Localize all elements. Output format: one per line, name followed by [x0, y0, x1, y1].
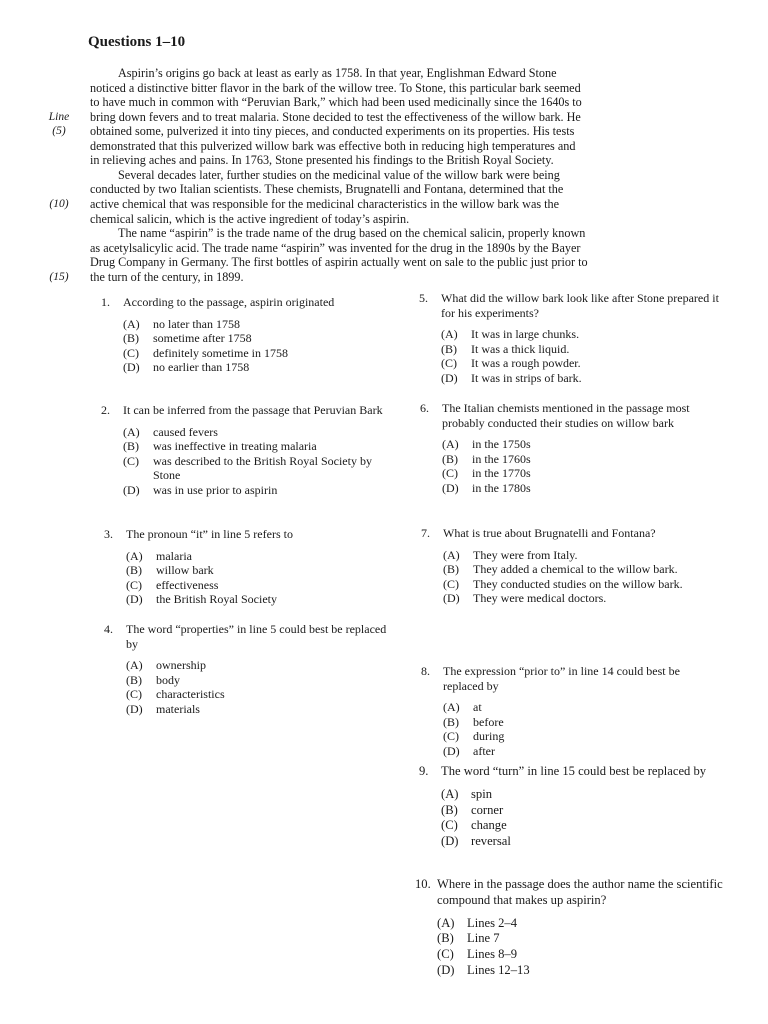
passage-line — [0, 270, 768, 285]
page-title: Questions 1–10 — [88, 34, 186, 50]
passage-line — [0, 182, 768, 197]
passage-line-text: obtained some, pulverized it into tiny pieces, and conducted experiments on its properties. His tests — [90, 124, 575, 139]
option-text: They added a chemical to the willow bark. — [473, 562, 678, 576]
line-number-marker: Line — [48, 110, 70, 123]
option-text: spin — [471, 786, 492, 801]
option-letter: (A) — [442, 437, 459, 451]
question-stem — [421, 526, 721, 541]
answer-option[interactable] — [441, 787, 719, 803]
answer-option[interactable] — [126, 702, 394, 717]
answer-options — [123, 317, 391, 375]
option-text: before — [473, 714, 504, 729]
answer-option[interactable] — [441, 803, 719, 819]
option-text: They were from Italy. — [473, 547, 578, 562]
option-letter: (A) — [126, 658, 143, 672]
option-letter: (C) — [443, 576, 459, 591]
option-letter: (D) — [443, 591, 460, 605]
answer-option[interactable] — [443, 729, 721, 744]
answer-option[interactable] — [441, 818, 719, 834]
answer-option[interactable] — [443, 548, 721, 563]
option-text: They were medical doctors. — [473, 591, 607, 605]
option-letter: (A) — [441, 786, 459, 801]
answer-option[interactable] — [126, 673, 394, 688]
option-text: Lines 12–13 — [467, 962, 530, 977]
option-text: body — [156, 672, 180, 687]
passage-line — [0, 255, 768, 270]
question-2 — [101, 403, 391, 497]
option-letter: (D) — [441, 834, 459, 849]
question-number: 4. — [104, 622, 113, 636]
passage-line — [0, 110, 768, 125]
option-text: in the 1780s — [472, 480, 531, 495]
line-number-marker: (10) — [49, 197, 69, 210]
passage-line-text: Drug Company in Germany. The first bottles of aspirin actually went on sale to the public just prior to — [90, 255, 588, 270]
question-7 — [421, 526, 721, 606]
passage-line — [0, 95, 768, 110]
passage-line-text: bring down fevers and to treat malaria. Stone decided to test the effectiveness of the willow bark. He — [90, 109, 581, 124]
question-number: 2. — [101, 403, 110, 417]
question-stem — [101, 403, 391, 418]
option-letter: (C) — [123, 345, 139, 360]
answer-option[interactable] — [123, 425, 391, 440]
question-stem — [421, 664, 721, 693]
passage-line-text: The name “aspirin” is the trade name of the drug based on the chemical salicin, properly known — [118, 226, 586, 241]
option-text: in the 1760s — [472, 451, 531, 466]
question-text: According to the passage, aspirin originated — [123, 295, 335, 309]
answer-option[interactable] — [126, 549, 394, 564]
answer-options — [126, 658, 394, 716]
passage-line — [0, 241, 768, 256]
passage-line — [0, 139, 768, 154]
option-letter: (B) — [126, 672, 142, 687]
option-letter: (C) — [126, 687, 142, 701]
answer-options — [441, 327, 719, 385]
passage-line-text: conducted by two Italian scientists. These chemists, Brugnatelli and Fontana, determined that the — [90, 182, 564, 197]
passage-line-text: to have much in common with “Peruvian Bark,” which had been used medicinally since the 1640s to — [90, 95, 582, 110]
option-letter: (C) — [442, 466, 458, 480]
answer-option[interactable] — [437, 963, 725, 979]
question-text: The expression “prior to” in line 14 could best be replaced by — [443, 664, 680, 693]
answer-option[interactable] — [126, 592, 394, 607]
question-number: 8. — [421, 664, 430, 678]
option-text: the British Royal Society — [156, 592, 277, 606]
passage-line — [0, 124, 768, 139]
passage-line-text: the turn of the century, in 1899. — [90, 269, 244, 284]
passage-line — [0, 168, 768, 183]
answer-option[interactable] — [437, 916, 725, 932]
option-text: It was a rough powder. — [471, 356, 581, 370]
option-text: definitely sometime in 1758 — [153, 345, 288, 360]
question-stem — [104, 622, 394, 651]
question-5 — [419, 291, 719, 385]
option-text: no later than 1758 — [153, 316, 240, 331]
option-text: It was in strips of bark. — [471, 370, 582, 385]
option-letter: (A) — [123, 316, 140, 331]
option-text: characteristics — [156, 687, 225, 701]
answer-option[interactable] — [123, 439, 391, 454]
option-letter: (D) — [126, 701, 143, 716]
option-letter: (A) — [443, 700, 460, 714]
option-letter: (B) — [123, 331, 139, 345]
option-text: effectiveness — [156, 577, 219, 592]
option-text: reversal — [471, 834, 511, 849]
option-text: It was a thick liquid. — [471, 341, 570, 356]
answer-option[interactable] — [123, 317, 391, 332]
option-text: was described to the British Royal Society by Stone — [153, 453, 372, 482]
option-text: sometime after 1758 — [153, 331, 252, 345]
question-stem — [104, 527, 394, 542]
passage-line-text: noticed a distinctive bitter flavor in the bark of the willow tree. To Stone, this particular bark seemed — [90, 80, 581, 95]
answer-option[interactable] — [443, 700, 721, 715]
question-number: 3. — [104, 527, 113, 541]
answer-option[interactable] — [443, 744, 721, 759]
answer-option[interactable] — [123, 346, 391, 361]
option-letter: (B) — [123, 439, 139, 453]
option-text: corner — [471, 802, 504, 817]
option-text: change — [471, 818, 507, 833]
answer-option[interactable] — [443, 562, 721, 577]
answer-options — [126, 549, 394, 607]
passage-line-text: in relieving aches and pains. In 1763, Stone presented his findings to the British Royal Society. — [90, 153, 554, 168]
question-1 — [101, 295, 391, 375]
answer-option[interactable] — [126, 658, 394, 673]
question-stem — [101, 295, 391, 310]
option-text: was in use prior to aspirin — [153, 482, 278, 497]
answer-option[interactable] — [123, 360, 391, 375]
option-text: It was in large chunks. — [471, 327, 580, 341]
option-letter: (D) — [443, 743, 460, 758]
question-stem — [415, 877, 725, 909]
option-letter: (C) — [443, 729, 459, 743]
answer-option[interactable] — [123, 454, 391, 483]
option-text: in the 1770s — [472, 466, 531, 480]
answer-option[interactable] — [443, 591, 721, 606]
passage-line — [0, 153, 768, 168]
passage-line-text: demonstrated that this pulverized willow bark was effective both in reducing high temperatures and — [90, 138, 576, 153]
question-4 — [104, 622, 394, 716]
answer-option[interactable] — [442, 437, 720, 452]
option-letter: (C) — [441, 356, 457, 370]
answer-option[interactable] — [441, 356, 719, 371]
option-text: Line 7 — [467, 931, 500, 946]
option-letter: (A) — [126, 548, 143, 563]
question-text: What did the willow bark look like after Stone prepared it for his experiments? — [441, 291, 719, 320]
passage-line-text: active chemical that was responsible for the medicinal characteristics in the willow bark was the — [90, 196, 560, 211]
question-text: The pronoun “it” in line 5 refers to — [126, 527, 293, 541]
passage-line — [0, 212, 768, 227]
passage-line-text: Several decades later, further studies on the medicinal value of the willow bark were being — [118, 167, 560, 182]
option-letter: (A) — [437, 915, 455, 930]
passage-line — [0, 66, 768, 81]
option-letter: (C) — [437, 947, 454, 962]
question-6 — [420, 401, 720, 495]
option-text: malaria — [156, 548, 192, 563]
option-text: Lines 8–9 — [467, 947, 518, 962]
option-text: ownership — [156, 658, 206, 672]
option-letter: (D) — [442, 480, 459, 495]
answer-options — [442, 437, 720, 495]
option-letter: (B) — [437, 931, 454, 946]
question-text: Where in the passage does the author name the scientific compound that makes up aspirin? — [437, 877, 723, 907]
option-letter: (D) — [126, 592, 143, 606]
answer-option[interactable] — [126, 687, 394, 702]
question-number: 7. — [421, 526, 430, 540]
answer-option[interactable] — [123, 483, 391, 498]
question-text: It can be inferred from the passage that Peruvian Bark — [123, 403, 383, 417]
option-letter: (B) — [126, 563, 142, 577]
answer-options — [123, 425, 391, 498]
option-letter: (D) — [123, 482, 140, 497]
question-text: The word “turn” in line 15 could best be replaced by — [441, 764, 707, 778]
answer-option[interactable] — [441, 834, 719, 850]
answer-option[interactable] — [441, 327, 719, 342]
question-text: What is true about Brugnatelli and Fontana? — [443, 526, 656, 540]
option-letter: (C) — [123, 453, 139, 468]
question-stem — [419, 764, 719, 780]
answer-option[interactable] — [442, 452, 720, 467]
passage-line-text: as acetylsalicylic acid. The trade name “aspirin” was invented for the drug in the 1890s by the Bayer — [90, 240, 581, 255]
option-letter: (A) — [123, 424, 140, 439]
option-letter: (B) — [441, 802, 458, 817]
question-number: 6. — [420, 401, 429, 415]
line-number-marker: (5) — [52, 125, 66, 138]
question-8 — [421, 664, 721, 758]
answer-option[interactable] — [123, 331, 391, 346]
option-text: They conducted studies on the willow bark. — [473, 576, 683, 591]
option-letter: (C) — [126, 577, 142, 592]
option-letter: (B) — [442, 451, 458, 466]
option-text: materials — [156, 701, 200, 716]
question-3 — [104, 527, 394, 607]
answer-options — [437, 916, 725, 979]
answer-option[interactable] — [441, 342, 719, 357]
question-number: 9. — [419, 764, 429, 778]
line-number-marker: (15) — [49, 270, 69, 283]
option-letter: (B) — [441, 341, 457, 356]
answer-options — [443, 700, 721, 758]
answer-option[interactable] — [442, 466, 720, 481]
answer-options — [443, 548, 721, 606]
question-text: The Italian chemists mentioned in the passage most probably conducted their studies on willow bark — [442, 401, 690, 430]
option-text: in the 1750s — [472, 437, 531, 451]
option-letter: (A) — [443, 547, 460, 562]
passage-line — [0, 197, 768, 212]
option-text: Lines 2–4 — [467, 915, 518, 930]
answer-options — [441, 787, 719, 850]
passage-line-text: chemical salicin, which is the active ingredient of today’s aspirin. — [90, 211, 410, 226]
question-number: 1. — [101, 295, 110, 309]
question-stem — [420, 401, 720, 430]
answer-option[interactable] — [126, 563, 394, 578]
question-10 — [415, 877, 725, 979]
option-text: was ineffective in treating malaria — [153, 439, 317, 453]
option-letter: (D) — [441, 370, 458, 385]
option-letter: (D) — [437, 962, 455, 977]
answer-option[interactable] — [126, 578, 394, 593]
option-text: caused fevers — [153, 424, 218, 439]
option-text: willow bark — [156, 563, 214, 577]
option-text: after — [473, 743, 495, 758]
passage-line — [0, 226, 768, 241]
question-text: The word “properties” in line 5 could best be replaced by — [126, 622, 387, 651]
option-text: no earlier than 1758 — [153, 360, 250, 374]
passage-line — [0, 81, 768, 96]
answer-option[interactable] — [437, 947, 725, 963]
option-letter: (A) — [441, 327, 458, 341]
option-letter: (D) — [123, 360, 140, 374]
option-text: at — [473, 700, 482, 714]
answer-option[interactable] — [442, 481, 720, 496]
answer-option[interactable] — [443, 715, 721, 730]
option-text: during — [473, 729, 505, 743]
question-number: 5. — [419, 291, 428, 305]
passage-line-text: Aspirin’s origins go back at least as early as 1758. In that year, Englishman Edward Stone — [118, 66, 557, 80]
option-letter: (B) — [443, 714, 459, 729]
answer-option[interactable] — [443, 577, 721, 592]
question-stem — [419, 291, 719, 320]
question-number: 10. — [415, 877, 431, 891]
answer-option[interactable] — [437, 931, 725, 947]
answer-option[interactable] — [441, 371, 719, 386]
option-letter: (B) — [443, 562, 459, 576]
question-9 — [419, 764, 719, 850]
option-letter: (C) — [441, 818, 458, 833]
